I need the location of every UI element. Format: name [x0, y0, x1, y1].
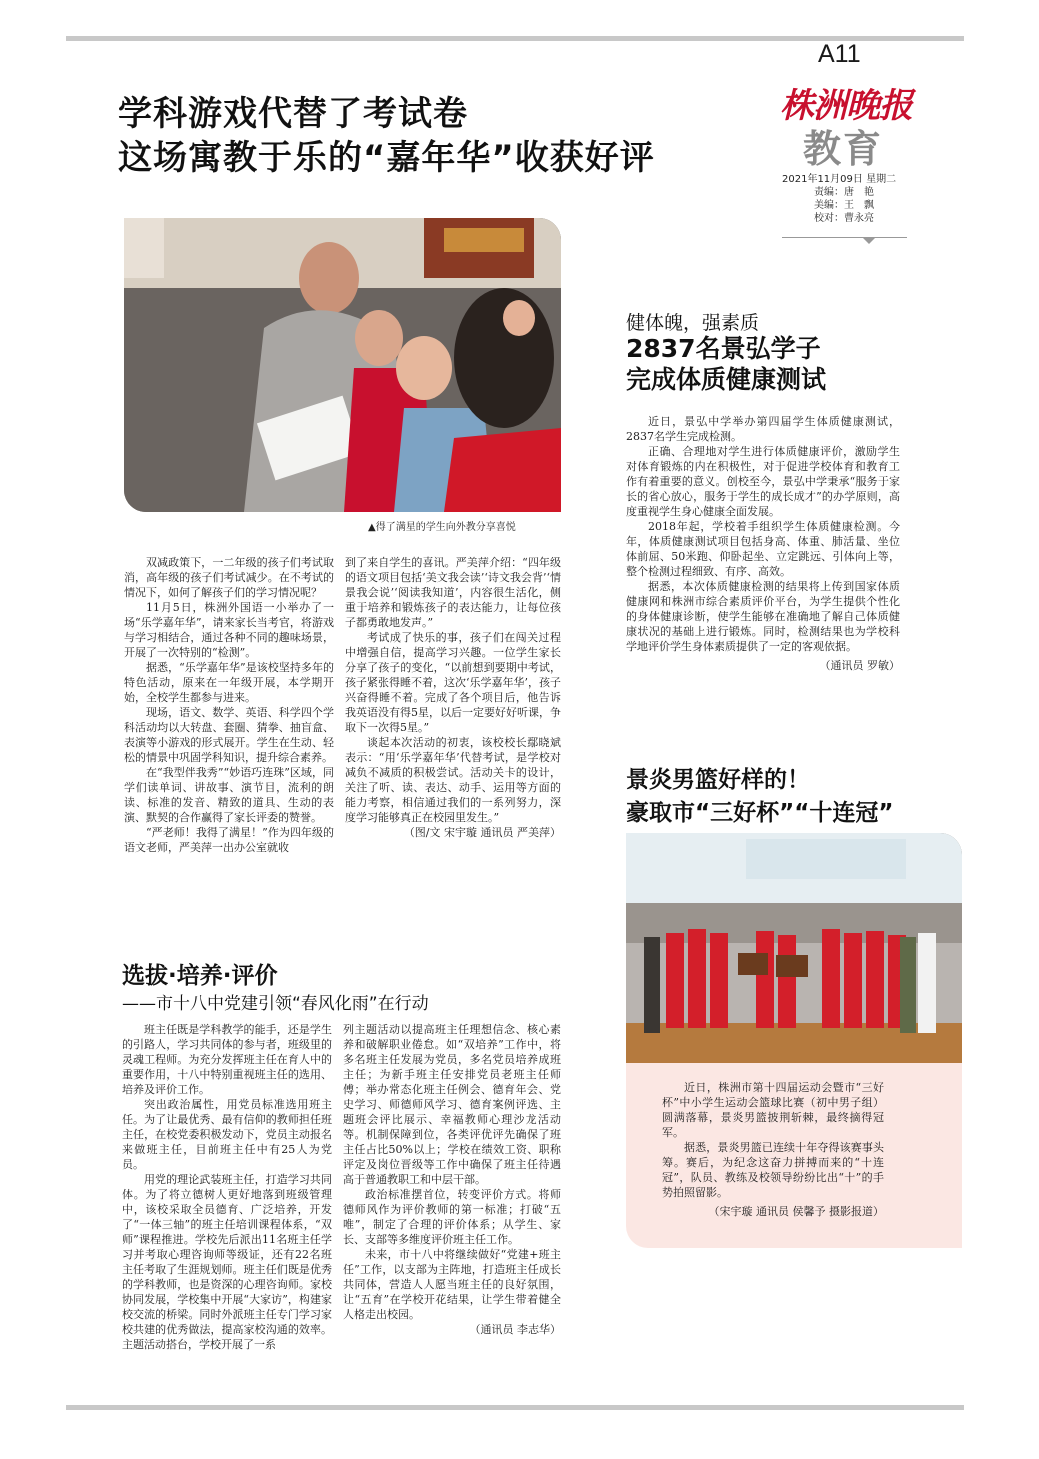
- paragraph: 现场，语文、数学、英语、科学四个学科活动均以大转盘、套圈、猜拳、抽盲盒、表演等小游戏的形式展开。学生在生动、轻松的情景中巩固学科知识，提升综合素养。: [124, 706, 334, 764]
- fitness-headline-line2: 完成体质健康测试: [626, 365, 827, 394]
- paragraph: 2018年起，学校着手组织学生体质健康检测。今年，体质健康测试项目包括身高、体重、肺活量、坐位体前屈、50米跑、仰卧起坐、立定跳远、引体向上等，整个检测过程细致、有序、高效。: [626, 520, 900, 578]
- main-headline-line1: 学科游戏代替了考试卷: [118, 94, 468, 134]
- editor-credit: 责编：唐 艳: [814, 187, 874, 198]
- basketball-body: [662, 1080, 884, 1219]
- section-title: 教育: [803, 126, 884, 171]
- basketball-headline: [626, 764, 893, 830]
- paragraph: 考试成了快乐的事，孩子们在闯关过程中增强自信，提高学习兴趣。一位学生家长分享了孩子的变化，“以前想到要期中考试，孩子紧张得睡不着，这次‘乐学嘉年华’，孩子兴奋得睡不着。完成了各个项目后，他告诉我英语没有得5星，以后一定要好好听课，争取下一次得5星。”: [345, 631, 561, 734]
- fitness-credit: （通讯员 罗敏）: [819, 659, 900, 672]
- carnival-photo-art: [124, 218, 561, 512]
- paragraph: 到了来自学生的喜讯。严美萍介绍：“四年级的语文项目包括‘美文我会读’‘诗文我会背’‘情景我会说’‘阅读我知道’，内容很生活化，侧重于培养和锻炼孩子的表达能力，让每位孩子都勇敢地发声。”: [345, 556, 561, 629]
- party-subheadline: ——市十八中党建引领“春风化雨”在行动: [122, 994, 429, 1014]
- main-headline-line2: 这场寓教于乐的“嘉年华”收获好评: [118, 138, 655, 178]
- fitness-kicker: 健体魄，强素质: [626, 312, 760, 334]
- main-article-col2: [345, 555, 561, 840]
- proofreader-credit: 校对：曹永亮: [814, 213, 874, 224]
- fitness-body: [626, 414, 900, 673]
- basketball-credit: （宋宇璇 通讯员 侯馨予 摄影报道）: [708, 1205, 884, 1218]
- basketball-headline-line2: 豪取市“三好杯”“十连冠”: [626, 800, 894, 826]
- paragraph: 谈起本次活动的初衷，该校校长鄢晓斌表示：“用‘乐学嘉年华’代替考试，是学校对减负不减质的积极尝试。活动关卡的设计，关注了听、读、表达、动手、运用等方面的能力考察，相信通过我们的一系列努力，深度学习能够真正在校园里发生。”: [345, 736, 561, 824]
- carnival-photo: [124, 218, 561, 512]
- party-credit: （通讯员 李志华）: [469, 1323, 561, 1336]
- paragraph: 据悉，本次体质健康检测的结果将上传到国家体质健康网和株洲市综合素质评价平台，为学生提供个性化的身体健康诊断，使学生能够在准确地了解自己体质健康状况的基础上进行锻炼。同时，检测结果也为学校科学地评价学生身体素质提供了一定的客观依据。: [626, 580, 900, 653]
- paragraph: 近日，株洲市第十四届运动会暨市“三好杯”中小学生运动会篮球比赛（初中男子组）圆满落幕，景炎男篮披荆斩棘，最终摘得冠军。: [662, 1081, 884, 1139]
- main-article-col1: [124, 555, 334, 855]
- main-article-credit: （图/文 宋宇璇 通讯员 严美萍）: [403, 826, 561, 839]
- newspaper-logo: 株洲晚报: [780, 86, 912, 126]
- main-headline: [118, 92, 655, 180]
- paragraph: 突出政治属性，用党员标准选用班主任。为了让最优秀、最有信仰的教师担任班主任，在校党委积极发动下，党员主动报名来做班主任，目前班主任中有25人为党员。: [122, 1098, 332, 1171]
- paragraph: 据悉，“乐学嘉年华”是该校坚持多年的特色活动，原来在一年级开展，本学期开始，全校学生都参与进来。: [124, 661, 334, 704]
- basketball-team-photo: [626, 833, 962, 1063]
- paragraph: 双减政策下，一二年级的孩子们考试取消，高年级的孩子们考试减少。在不考试的情况下，如何了解孩子们的学习情况呢？: [124, 556, 334, 599]
- basketball-headline-line1: 景炎男篮好样的！: [626, 767, 810, 793]
- fitness-headline-line1: 2837名景弘学子: [626, 334, 821, 363]
- party-headline: 选拔·培养·评价: [122, 963, 278, 989]
- fitness-headline: [626, 333, 826, 395]
- paragraph: 在“我型伴我秀”“妙语巧连珠”区域，同学们读单词、讲故事、演节目，流利的朗读、标准的发音、精致的道具、生动的表演、默契的合作赢得了家长评委的赞誉。: [124, 766, 334, 824]
- paragraph: 用党的理论武装班主任，打造学习共同体。为了将立德树人更好地落到班级管理中，该校采取全员德育、广泛培养，开发了“一体三轴”的班主任培训课程体系，“双师”课程推进。学校先后派出11名班主任学习并考取心理咨询师等级证，还有22名班主任考取了生涯规划师。班主任们既是优秀的学科教师，也是资深的心理咨询师。家校协同发展，学校集中开展“大家访”，构建家校交流的桥梁。同时外派班主任专门学习家校共建的优秀做法，提高家校沟通的效率。主题活动搭台，学校开展了一系: [122, 1173, 332, 1351]
- paragraph: “严老师！我得了满星！”作为四年级的语文老师，严美萍一出办公室就收: [124, 826, 334, 854]
- party-article-col2: [343, 1022, 561, 1337]
- paragraph: 班主任既是学科教学的能手，还是学生的引路人，学习共同体的参与者，班级里的灵魂工程师。为充分发挥班主任在育人中的重要作用，十八中特别重视班主任的选用、培养及评价工作。: [122, 1023, 332, 1096]
- masthead-divider: [782, 237, 907, 238]
- issue-date: 2021年11月09日 星期二: [782, 174, 897, 185]
- paragraph: 列主题活动以提高班主任理想信念、核心素养和破解职业倦怠。如“双培养”工作中，将多名班主任发展为党员，多名党员培养成班主任；为新手班主任安排党员老班主任师傅；举办常态化班主任例会、德育年会、党史学习、师德师风学习、德育案例评选、主题班会评比展示、幸福教师心理沙龙活动等。机制保障到位，各类评优评先确保了班主任占比50%以上；学校在绩效工资、职称评定及岗位晋级等工作中确保了班主任待遇高于普通教职工和中层干部。: [343, 1023, 561, 1186]
- paragraph: 未来，市十八中将继续做好“党建+班主任”工作，以支部为主阵地，打造班主任成长共同体，营造人人愿当班主任的良好氛围，让“五育”在学校开花结果，让学生带着健全人格走出校园。: [343, 1248, 561, 1321]
- paragraph: 11月5日，株洲外国语一小举办了一场“乐学嘉年华”，请来家长当考官，将游戏与学习相结合，通过各种不同的趣味场景，开展了一次特别的“检测”。: [124, 601, 334, 659]
- paragraph: 近日，景弘中学举办第四届学生体质健康测试，2837名学生完成检测。: [626, 415, 900, 443]
- issue-meta: [782, 173, 912, 225]
- photo-caption: ▲得了满星的学生向外教分享喜悦: [368, 522, 516, 533]
- basketball-photo-art: [626, 833, 962, 1063]
- paragraph: 正确、合理地对学生进行体质健康评价，激励学生对体育锻炼的内在积极性，对于促进学校体育和教育工作有着重要的意义。创校至今，景弘中学秉承“服务于家长的省心放心，服务于学生的成长成才”的办学原则，高度重视学生身心健康全面发展。: [626, 445, 900, 518]
- paragraph: 政治标准摆首位，转变评价方式。将师德师风作为评价教师的第一标准；打破“五唯”，制定了合理的评价体系；从学生、家长、支部等多维度评价班主任工作。: [343, 1188, 561, 1246]
- paragraph: 据悉，景炎男篮已连续十年夺得该赛事头筹。赛后，为纪念这奋力拼搏而来的“十连冠”，队员、教练及校领导纷纷比出“十”的手势拍照留影。: [662, 1141, 884, 1199]
- masthead-pointer: [862, 237, 876, 244]
- designer-credit: 美编：王 飘: [814, 200, 874, 211]
- bottom-rule: [66, 1405, 964, 1410]
- page-number: A11: [818, 40, 861, 68]
- party-article-col1: [122, 1022, 332, 1352]
